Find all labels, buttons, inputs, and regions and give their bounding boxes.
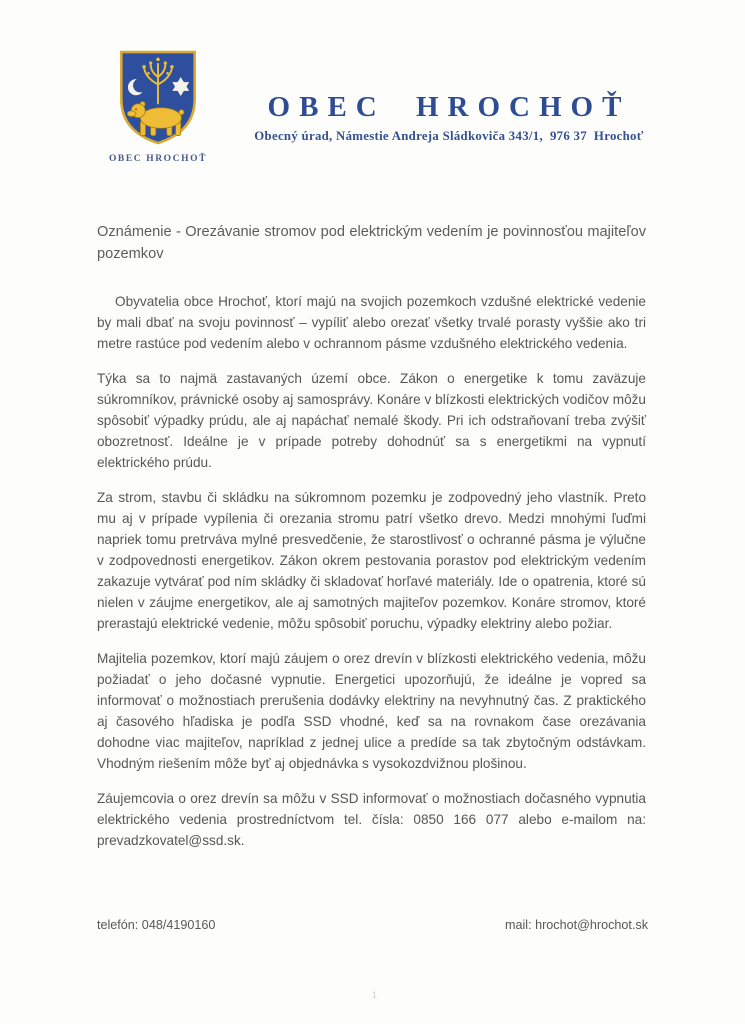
page-footer — [97, 918, 648, 932]
body-paragraph-4: Majitelia pozemkov, ktorí majú záujem o orez drevín v blízkosti elektrického vedenia, môžu požiadať o jeho dočasné vypnutie. Energetici upozorňujú, že ideálne je vopred sa informovať o možnostiach prerušenia dodávky elektriny na nevyhnutný čas. Z praktického aj časového hľadiska je podľa SSD vhodné, keď sa na rovnakom čase orezávania dohodne viac majiteľov, napríklad z jednej ulice a predíde sa tak zbytočným odstávkam. Vhodným riešením môže byť aj objednávka s vysokozdvižnou plošinou. — [97, 651, 646, 771]
body-paragraph-3: Za strom, stavbu či skládku na súkromnom pozemku je zodpovedný jeho vlastník. Preto mu aj v prípade vypílenia či orezania stromu patrí všetko drevo. Medzi mnohými ľuďmi napriek tomu pretrváva mylné presvedčenie, že starostlivosť o ochranné pásma je výlučne v zodpovednosti energetikov. Zákon okrem pestovania porastov pod elektrickým vedením zakazuje vytvárať pod ním skládky či skladovať horľavé materiály. Ide o opatrenia, ktoré sú nielen v záujme energetikov, ale aj samotných majiteľov pozemkov. Konáre stromov, ktoré prerastajú elektrické vedenie, môžu spôsobiť poruchu, výpadky elektriny alebo požiar. — [97, 490, 646, 631]
coat-of-arms-icon — [114, 46, 202, 149]
municipality-address: Obecný úrad, Námestie Andreja Sládkoviča 343/1, 976 37 Hrochoť — [254, 128, 644, 143]
letterhead-title-block — [228, 92, 670, 144]
document-body — [97, 221, 646, 865]
footer-phone: telefón: 048/4190160 — [97, 918, 216, 932]
body-paragraph-5: Záujemcovia o orez drevín sa môžu v SSD informovať o možnostiach dočasného vypnutia elektrického vedenia prostredníctvom tel. čísla: 0850 166 077 alebo e-mailom na: prevadzkovatel@ssd.sk. — [97, 791, 646, 848]
letterhead-crest-block — [106, 46, 210, 164]
footer-email: mail: hrochot@hrochot.sk — [505, 918, 648, 932]
page-number-artifact: 1 — [372, 990, 378, 1000]
body-paragraph-2: Týka sa to najmä zastavaných území obce. Zákon o energetike k tomu zaväzuje súkromníkov, právnické osoby aj samosprávy. Konáre v blízkosti elektrických vodičov môžu spôsobiť výpadky prúdu, ale aj napáchať nemalé škody. Pri ich odstraňovaní treba zvýšiť obozretnosť. Ideálne je v prípade potreby dohodnúť sa s energetikmi na vypnutí elektrického prúdu. — [97, 371, 646, 470]
crest-caption: OBEC HROCHOŤ — [108, 154, 208, 164]
body-paragraph-1: Obyvatelia obce Hrochoť, ktorí majú na svojich pozemkoch vzdušné elektrické vedenie by mali dbať na svoju povinnosť – vypíliť alebo orezať všetky trvalé porasty vyššie ako tri metre rastúce pod vedením alebo v ochrannom pásme vzdušného elektrického vedenia. — [97, 294, 646, 351]
document-subject: Oznámenie - Orezávanie stromov pod elektrickým vedením je povinnosťou majiteľov pozemkov — [97, 224, 646, 262]
municipality-title: OBEC HROCHOŤ — [267, 91, 631, 123]
